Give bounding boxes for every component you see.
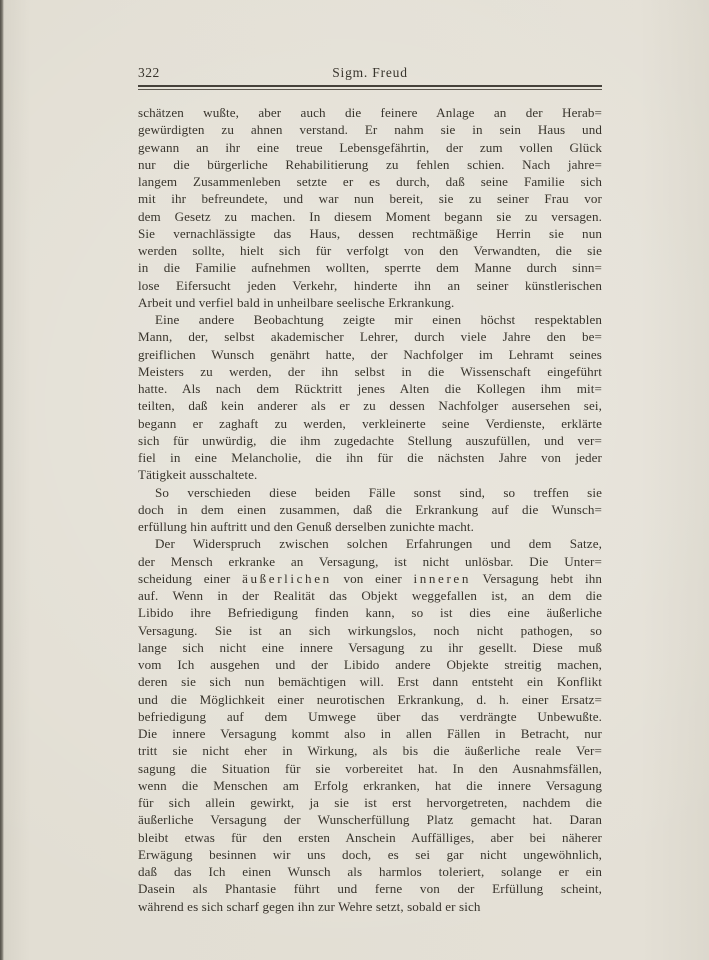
text-line: greiflichen Wunsch genährt hatte, der Nachfolger im Lehramt seines [138,346,602,362]
text-line: Arbeit und verfiel bald in unheilbare seelische Erkrankung. [138,294,455,310]
text-line: gewann an ihr eine treue Lebensgefährtin, der zum vollen Glück [138,139,602,155]
text-line: sich für unwürdig, die ihm zugedachte Stellung auszufüllen, und ver= [138,432,602,448]
text-line: nur die bürgerliche Rehabilitierung zu fehlen schien. Nach jahre= [138,156,602,172]
text-line: teilten, daß kein anderer als er zu dessen Nachfolger ausersehen sei, [138,398,602,414]
header-rule [138,85,602,90]
text-line: mit ihr befreundete, und war nun bereit, sie zu seiner Frau vor [138,191,602,207]
text-line: dem Gesetz zu machen. In diesem Moment begann sie zu versagen. [138,208,602,224]
text-line: Die innere Versagung kommt also in allen Fällen in Betracht, nur [138,726,602,741]
running-head [138,65,602,83]
text-line: befriedigung auf dem Umwege über das verdrängte Unbewußte. [138,708,602,724]
scan-left-edge [0,0,4,960]
text-line: lose Eifersucht jeden Verkehr, hinderte ihn an seiner künstlerischen [138,277,602,293]
text-line: Meisters zu werden, der ihn selbst in die Wissenschaft eingeführt [138,363,602,379]
text-line: schätzen wußte, aber auch die feinere Anlage an der Herab= [138,105,602,120]
paragraph [138,104,602,311]
text-line: werden sollte, hielt sich für verfolgt von den Verwandten, die sie [138,243,602,258]
text-line: sagung die Situation für sie vorbereitet hat. In den Ausnahmsfällen, [138,760,602,776]
text-line: während es sich scharf gegen ihn zur Wehre setzt, sobald er sich [138,898,481,914]
letterspaced-word: äußerlichen [242,570,332,586]
text-line: und die Möglichkeit einer neurotischen Erkrankung, d. h. einer Ersatz= [138,691,602,707]
header-rule-thick-line [138,85,602,87]
text-line: tritt sie nicht eher in Wirkung, als bis die äußerliche reale Ver= [138,743,602,759]
text-line: scheidung einer äußerlichen von einer inneren Versagung hebt ihn [138,570,602,586]
text-line: deren sie sich nun bemächtigen will. Erst dann entsteht ein Konflikt [138,674,602,690]
text-line: Dasein als Phantasie führt und ferne von der Erfüllung scheint, [138,881,602,897]
text-line: wenn die Menschen am Erfolg erkranken, hat die innere Versagung [138,777,602,793]
text-line: fiel in eine Melancholie, die ihn für die nächsten Jahre von jeder [138,450,602,465]
text-line: äußerliche Versagung der Wunscherfüllung Platz gemacht hat. Daran [138,812,602,828]
letterspaced-word: inneren [413,570,471,586]
body-text-block [138,104,602,915]
text-line: der Mensch erkranke an Versagung, ist nicht unlösbar. Die Unter= [138,553,602,569]
text-line: vom Ich ausgehen und der Libido andere Objekte streitig machen, [138,657,602,672]
text-line: für sich allein gewirkt, ja sie ist erst hervorgetreten, nachdem die [138,795,602,810]
text-line: Eine andere Beobachtung zeigte mir einen höchst respektablen [155,312,602,327]
text-line: Mann, der, selbst akademischer Lehrer, durch viele Jahre den be= [138,329,602,345]
text-line: daß das Ich einen Wunsch als harmlos toleriert, solange er ein [138,864,602,879]
text-line: Der Widerspruch zwischen solchen Erfahrungen und dem Satze, [155,536,602,552]
text-line: So verschieden diese beiden Fälle sonst sind, so treffen sie [155,484,602,500]
text-line: bleibt etwas für den ersten Anschein Auffälliges, aber bei näherer [138,829,602,845]
text-line: Sie vernachlässigte das Haus, dessen rechtmäßige Herrin sie nun [138,225,602,241]
text-line: langem Zusammenleben setzte er es durch, daß seine Familie sich [138,174,602,189]
running-header-title: Sigm. Freud [332,65,408,80]
text-line: Libido ihre Befriedigung finden kann, so ist dies eine äußerliche [138,605,602,621]
text-line: gewürdigten zu ahnen verstand. Er nahm sie in sein Haus und [138,122,602,138]
text-line: Versagung. Sie ist an sich wirkungslos, noch nicht pathogen, so [138,622,602,638]
text-line: Tätigkeit ausschaltete. [138,467,258,483]
paragraph [138,311,602,484]
text-line: hatte. Als nach dem Rücktritt jenes Alten die Kollegen ihm mit= [138,381,602,396]
header-rule-thin-line [138,89,602,90]
text-line: doch in dem einen zusammen, daß die Erkrankung auf die Wunsch= [138,501,602,517]
text-line: in die Familie aufnehmen wollten, sperrte dem Manne durch sinn= [138,260,602,276]
page-number: 322 [138,65,160,80]
text-line: Erwägung besinnen wir uns doch, es sei gar nicht ungewöhnlich, [138,846,602,862]
text-line: auf. Wenn in der Realität das Objekt weggefallen ist, an dem die [138,588,602,603]
text-line: begann er zaghaft zu werden, verkleinerte seine Verdienste, erklärte [138,415,602,431]
text-line: lange sich nicht eine innere Versagung zu ihr gesellt. Diese muß [138,639,602,655]
paragraph [138,535,602,915]
paragraph [138,484,602,536]
text-line: erfüllung hin auftritt und den Genuß derselben zunichte macht. [138,519,474,534]
